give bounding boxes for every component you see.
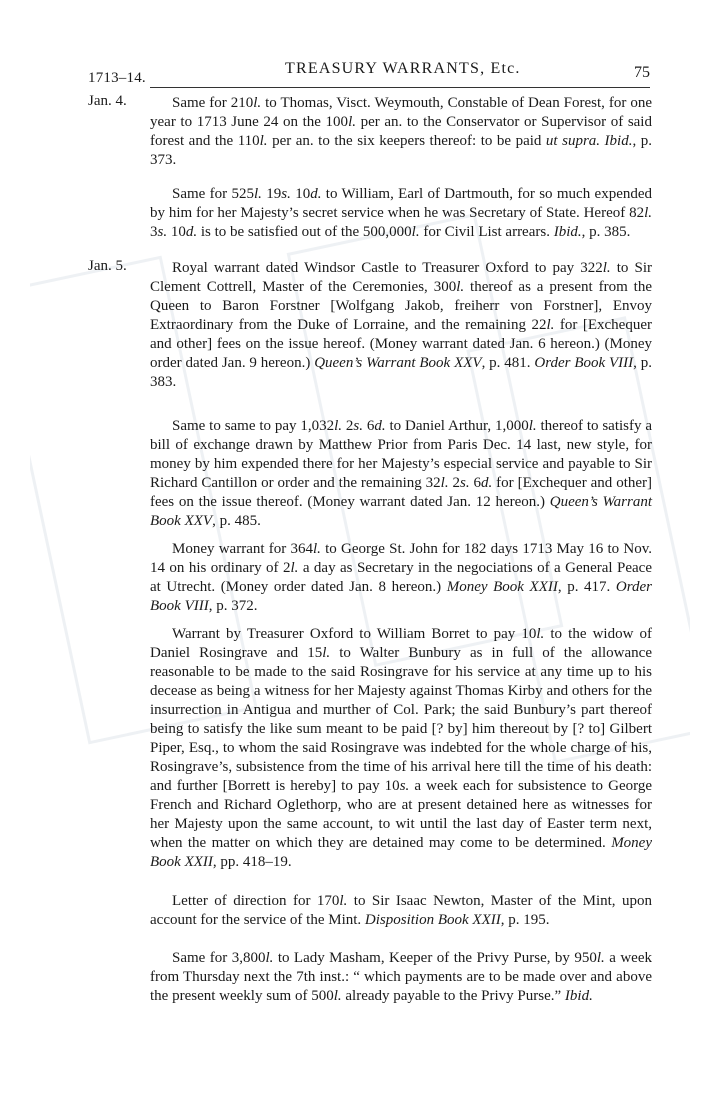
entry-paragraph: Letter of direction for 170l. to Sir Isaac Newton, Master of the Mint, upon account for the service of the Mint. Disposition Book XXII, p. 195.: [150, 893, 652, 928]
entry-paragraph: Same for 525l. 19s. 10d. to William, Earl of Dartmouth, for so much expended by him for her Majesty’s secret service when he was Secretary of State. Hereof 82l. 3s. 10d. is to be satisfied out of the 500,000l. for Civil List arrears. Ibid., p. 385.: [150, 186, 653, 240]
entry-paragraph: Warrant by Treasurer Oxford to William Borret to pay 10l. to the widow of Daniel Rosingrave and 15l. to Walter Bunbury as in full of the allowance reasonable to be made to the said Rosingrave for his service at any time up to his decease as being a witness for her Majesty against Thomas Kirby and others for the insurrection in Antigua and murther of Col. Park; the said Bunbury’s part thereof being to satisfy the like sum meant to be paid [? by] him thereout by [? to] Gilbert Piper, Esq., to whom the said Rosingrave was indebted for the whole charge of his, Rosingrave’s, subsistence from the time of his arrival here till the time of his death: and further [Borrett is hereby] to pay 10s. a week each for subsistence to George French and Richard Oglethorp, who are at present detained here as witnesses for her Majesty upon the same account, to wit until the last day of Easter term next, when the matter on which they are detained may come to be determined. Money Book XXII, pp. 418–19.: [150, 626, 652, 870]
entry-paragraph: Same for 3,800l. to Lady Masham, Keeper of the Privy Purse, by 950l. a week from Thursday next the 7th inst.: “ which payments are to be made over and above the present weekly sum of 500l. already payable to the Privy Purse.” Ibid.: [150, 950, 652, 1004]
year-heading: 1713–14.: [88, 70, 146, 86]
date-jan-5: Jan. 5.: [88, 258, 127, 274]
entry-paragraph: Same for 210l. to Thomas, Visct. Weymouth, Constable of Dean Forest, for one year to 1713 June 24 on the 100l. per an. to the Conservator or Supervisor of said forest and the 110l. per an. to the six keepers thereof: to be paid ut supra. Ibid., p. 373.: [150, 95, 652, 168]
entry-paragraph: Royal warrant dated Windsor Castle to Treasurer Oxford to pay 322l. to Sir Clement Cottrell, Master of the Ceremonies, 300l. thereof as a present from the Queen to Baron Forstner [Wolfgang Jakob, freiherr von Forstner], Envoy Extraordinary from the Duke of Lorraine, and the remaining 22l. for [Exchequer and other] fees on the issue hereof. (Money warrant dated Jan. 6 hereon.) (Money order dated Jan. 9 hereon.) Queen’s Warrant Book XXV, p. 481. Order Book VIII, p. 383.: [150, 260, 653, 390]
date-jan-4: Jan. 4.: [88, 93, 127, 109]
entry-paragraph: Money warrant for 364l. to George St. John for 182 days 1713 May 16 to Nov. 14 on his ordinary of 2l. a day as Secretary in the negociations of a General Peace at Utrecht. (Money order dated Jan. 8 hereon.) Money Book XXII, p. 417. Order Book VIII, p. 372.: [150, 541, 652, 614]
page-number: 75: [634, 64, 650, 81]
entry-paragraph: Same to same to pay 1,032l. 2s. 6d. to Daniel Arthur, 1,000l. thereof to satisfy a bill of exchange drawn by Matthew Prior from Paris Dec. 14 last, new style, for money by him expended there for her Majesty’s especial service and payable to Sir Richard Cantillon or order and the remaining 32l. 2s. 6d. for [Exchequer and other] fees on the issue thereof. (Money warrant dated Jan. 12 hereon.) Queen’s Warrant Book XXV, p. 485.: [150, 418, 653, 529]
running-head: TREASURY WARRANTS, Etc.: [285, 60, 521, 77]
header-rule: [150, 87, 650, 88]
